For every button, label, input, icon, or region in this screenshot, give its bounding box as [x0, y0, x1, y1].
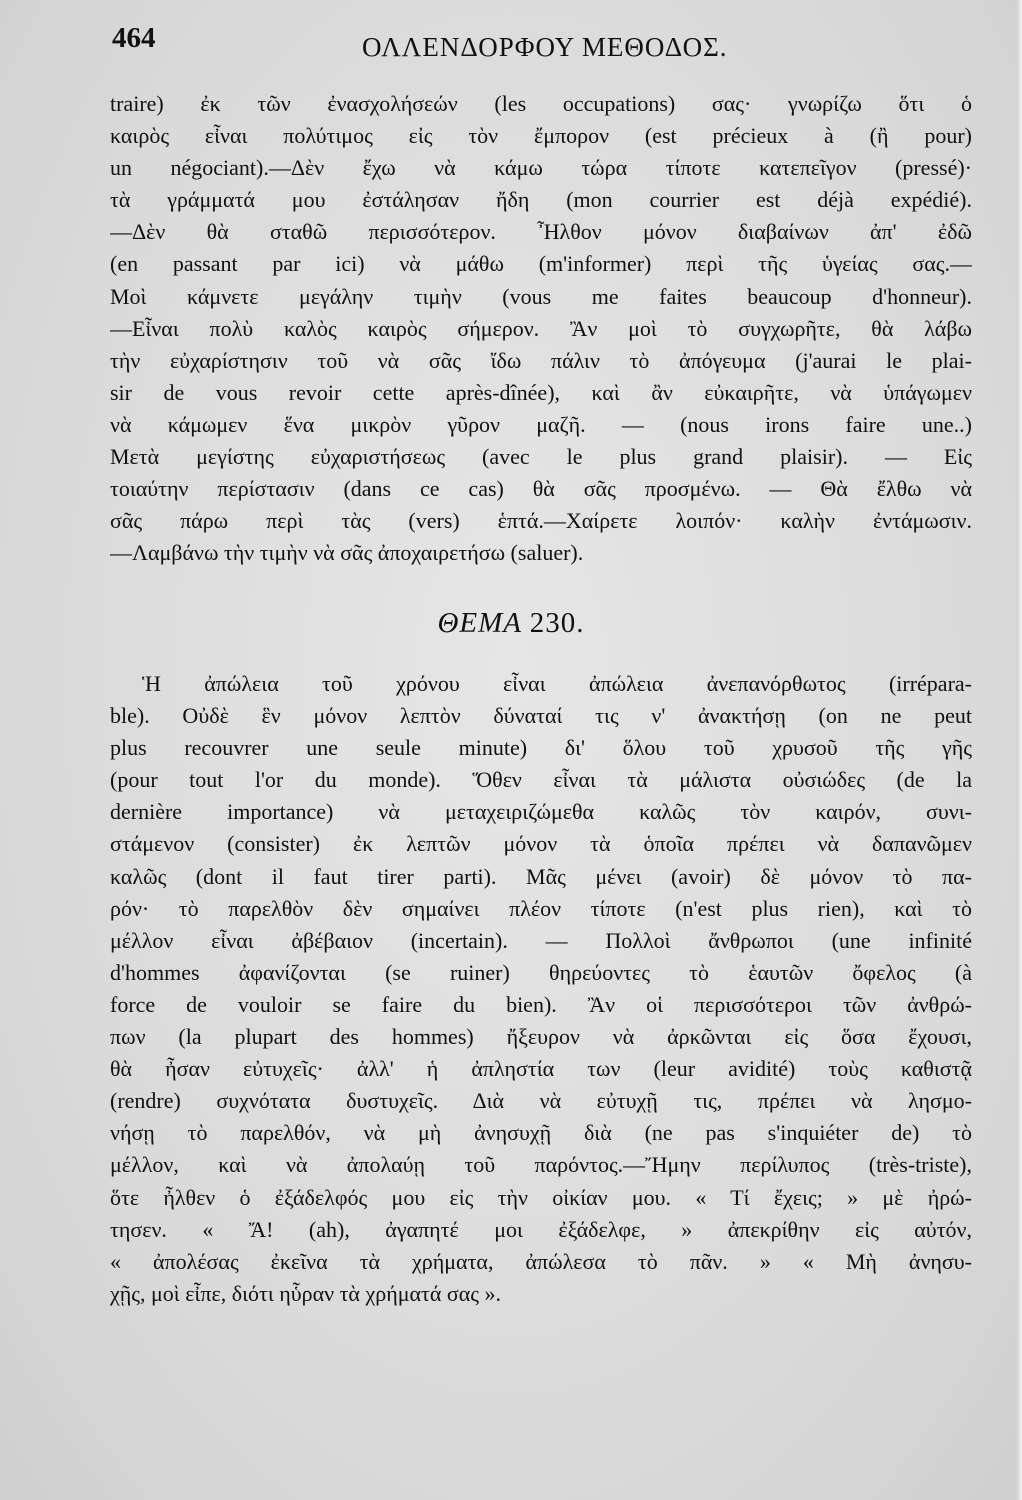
text-line: καλῶς (dont il faut tirer parti). Μᾶς μένει (avoir) δὲ μόνον τὸ πα-	[110, 863, 972, 889]
text-line: un négociant).—Δὲν ἔχω νὰ κάμω τώρα τίποτε κατεπεῖγον (pressé)·	[110, 155, 972, 181]
text-line: —Δὲν θὰ σταθῶ περισσότερον. Ἦλθον μόνον διαβαίνων ἀπ' ἐδῶ	[110, 219, 972, 245]
text-line: (en passant par ici) νὰ μάθω (m'informer) περὶ τῆς ὑγείας σας.—	[110, 251, 972, 277]
text-line: (pour tout l'or du monde). Ὅθεν εἶναι τὰ μάλιστα οὐσιώδες (de la	[110, 767, 972, 793]
text-line: ble). Οὐδὲ ἓν μόνον λεπτὸν δύναταί τις ν' ἀνακτήσῃ (on ne peut	[110, 703, 972, 729]
text-line: (rendre) συχνότατα δυστυχεῖς. Διὰ νὰ εὐτυχῇ τις, πρέπει νὰ λησμο-	[110, 1088, 972, 1114]
text-line: νήσῃ τὸ παρελθόν, νὰ μὴ ἀνησυχῇ διὰ (ne pas s'inquiéter de) τὸ	[110, 1120, 972, 1146]
text-line: τὰ γράμματά μου ἐστάλησαν ἤδη (mon courrier est déjà expédié).	[110, 187, 972, 213]
text-line: traire) ἐκ τῶν ἐνασχολήσεών (les occupations) σας· γνωρίζω ὅτι ὁ	[110, 91, 972, 116]
text-line: χῇς, μοὶ εἶπε, διότι ηὗραν τὰ χρήματά σας ».	[110, 1280, 501, 1306]
text-line: σᾶς πάρω περὶ τὰς (vers) ἑπτά.—Χαίρετε λοιπόν· καλὴν ἐντάμωσιν.	[110, 508, 972, 534]
text-line: —Λαμβάνω τὴν τιμὴν νὰ σᾶς ἀποχαιρετήσω (saluer).	[110, 540, 584, 566]
text-line: plus recouvrer une seule minute) δι' ὅλου τοῦ χρυσοῦ τῆς γῆς	[110, 735, 972, 761]
text-line: d'hommes ἀφανίζονται (se ruiner) θηρεύοντες τὸ ἑαυτῶν ὄφελος (à	[110, 959, 972, 985]
text-line: θὰ ἦσαν εὐτυχεῖς· ἀλλ' ἡ ἀπληστία των (leur avidité) τοὺς καθιστᾷ	[110, 1056, 972, 1082]
text-line: dernière importance) νὰ μεταχειριζώμεθα καλῶς τὸν καιρόν, συνι-	[110, 799, 972, 825]
text-line: ρόν· τὸ παρελθὸν δὲν σημαίνει πλέον τίποτε (n'est plus rien), καὶ τὸ	[110, 895, 972, 921]
text-line: Μετὰ μεγίστης εὐχαριστήσεως (avec le plus grand plaisir). — Εἰς	[110, 444, 972, 470]
text-line: sir de vous revoir cette après-dînée), καὶ ἂν εὐκαιρῆτε, νὰ ὑπάγωμεν	[110, 379, 972, 405]
theme-label: ΘΕΜΑ	[437, 607, 522, 639]
theme-heading	[0, 607, 1022, 640]
text-line: ὅτε ἦλθεν ὁ ἐξάδελφός μου εἰς τὴν οἰκίαν μου. « Τί ἔχεις; » μὲ ἠρώ-	[110, 1184, 972, 1210]
text-line: τὴν εὐχαρίστησιν τοῦ νὰ σᾶς ἴδω πάλιν τὸ ἀπόγευμα (j'aurai le plai-	[110, 347, 972, 373]
text-line: νὰ κάμωμεν ἕνα μικρὸν γῦρον μαζῆ. — (nous irons faire une..)	[110, 411, 972, 437]
running-title: ΟΛΛΕΝΔΟΡΦΟΥ ΜΕΘΟΔΟΣ.	[362, 32, 728, 62]
text-line: μέλλον εἶναι ἀβέβαιον (incertain). — Πολλοὶ ἄνθρωποι (une infinité	[110, 927, 972, 953]
text-line: τησεν. « Ἄ! (ah), ἀγαπητέ μοι ἐξάδελφε, » ἀπεκρίθην εἰς αὐτόν,	[110, 1216, 972, 1242]
text-line: Μοὶ κάμνετε μεγάλην τιμὴν (vous me faites beaucoup d'honneur).	[110, 283, 972, 309]
text-line: τοιαύτην περίστασιν (dans ce cas) θὰ σᾶς προσμένω. — Θὰ ἔλθω νὰ	[110, 476, 972, 502]
theme-paragraph	[110, 668, 972, 1310]
page-number: 464	[112, 22, 156, 54]
text-line: —Εἶναι πολὺ καλὸς καιρὸς σήμερον. Ἂν μοὶ τὸ συγχωρῆτε, θὰ λάβω	[110, 315, 972, 341]
page-header	[112, 22, 972, 72]
text-line: force de vouloir se faire du bien). Ἂν οἱ περισσότεροι τῶν ἀνθρώ-	[110, 991, 972, 1017]
text-line: στάμενον (consister) ἐκ λεπτῶν μόνον τὰ ὁποῖα πρέπει νὰ δαπανῶμεν	[110, 831, 972, 857]
text-line: « ἀπολέσας ἐκεῖνα τὰ χρήματα, ἀπώλεσα τὸ πᾶν. » « Μὴ ἀνησυ-	[110, 1248, 972, 1274]
text-line: Ἡ ἀπώλεια τοῦ χρόνου εἶναι ἀπώλεια ἀνεπανόρθωτος (irrépara-	[142, 671, 972, 696]
theme-number: 230.	[529, 607, 585, 639]
text-line: μέλλον, καὶ νὰ ἀπολαύῃ τοῦ παρόντος.—Ἤμην περίλυπος (très-triste),	[110, 1152, 972, 1178]
text-line: πων (la plupart des hommes) ἤξευρον νὰ ἀρκῶνται εἰς ὅσα ἔχουσι,	[110, 1024, 972, 1050]
page-edge	[1016, 0, 1022, 1500]
text-line: καιρὸς εἶναι πολύτιμος εἰς τὸν ἔμπορον (est précieux à (ἢ pour)	[110, 123, 972, 149]
continued-paragraph	[110, 88, 972, 569]
